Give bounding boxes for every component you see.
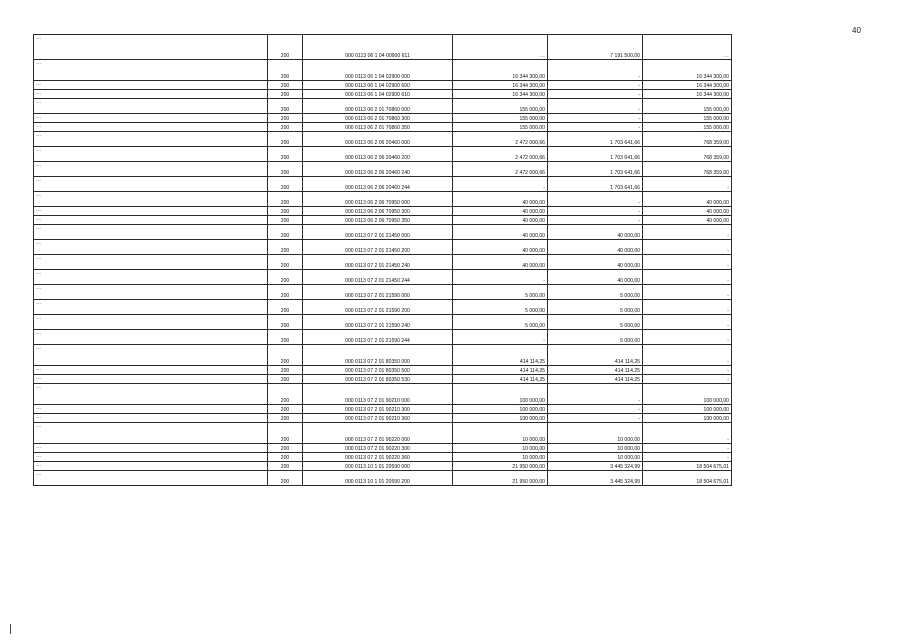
row-executed: -: [548, 81, 643, 90]
table-row: [34, 99, 732, 114]
row-unexecuted: -: [643, 423, 732, 444]
row-budget-code: 000 0113 06 2 06 70950 000: [303, 192, 453, 207]
row-budget-code: 000 0113 07 2 01 21590 240: [303, 315, 453, 330]
row-name: …: [34, 162, 268, 177]
row-executed: 3 445 324,99: [548, 471, 643, 486]
row-unexecuted: 155 000,00: [643, 123, 732, 132]
row-budget-code: 000 0113 07 2 01 80350 500: [303, 366, 453, 375]
row-name: …: [34, 270, 268, 285]
row-name: …: [34, 345, 268, 366]
row-approved: 100 000,00: [453, 384, 548, 405]
row-unexecuted: 16 344 300,00: [643, 90, 732, 99]
row-unexecuted: 768 359,00: [643, 162, 732, 177]
row-executed: 1 703 641,66: [548, 132, 643, 147]
table-body: [34, 35, 732, 486]
row-approved: 40 000,00: [453, 255, 548, 270]
row-budget-code: 000 0113 06 2 06 20460 200: [303, 147, 453, 162]
row-name: …: [34, 330, 268, 345]
row-name: …: [34, 300, 268, 315]
table-row: [34, 192, 732, 207]
row-executed: 40 000,00: [548, 270, 643, 285]
row-executed: -: [548, 192, 643, 207]
table-row: [34, 162, 732, 177]
row-executed: -: [548, 114, 643, 123]
row-unexecuted: 768 359,00: [643, 132, 732, 147]
row-unexecuted: 100 000,00: [643, 384, 732, 405]
row-line-code: 200: [268, 81, 303, 90]
row-name: …: [34, 35, 268, 60]
table-row: [34, 462, 732, 471]
table-row: [34, 414, 732, 423]
row-name: …: [34, 444, 268, 453]
row-executed: 414 114,25: [548, 345, 643, 366]
row-executed: 414 114,25: [548, 366, 643, 375]
table-row: [34, 366, 732, 375]
row-name: …: [34, 60, 268, 81]
row-unexecuted: 40 000,00: [643, 207, 732, 216]
table-row: [34, 330, 732, 345]
row-name: …: [34, 192, 268, 207]
row-executed: 10 000,00: [548, 444, 643, 453]
table-row: [34, 216, 732, 225]
row-approved: -: [453, 270, 548, 285]
row-executed: 5 000,00: [548, 315, 643, 330]
row-budget-code: 000 0113 06 1 04 00900 611: [303, 35, 453, 60]
table-row: [34, 132, 732, 147]
row-line-code: 200: [268, 315, 303, 330]
table-row: [34, 423, 732, 444]
row-line-code: 200: [268, 375, 303, 384]
row-executed: -: [548, 405, 643, 414]
row-line-code: 200: [268, 366, 303, 375]
row-budget-code: 000 0113 07 2 01 21590 200: [303, 300, 453, 315]
row-line-code: 200: [268, 240, 303, 255]
row-unexecuted: 18 504 675,01: [643, 471, 732, 486]
table-row: [34, 90, 732, 99]
page-number: 40: [852, 26, 861, 35]
row-approved: 5 000,00: [453, 300, 548, 315]
row-unexecuted: -: [643, 225, 732, 240]
row-executed: 10 000,00: [548, 423, 643, 444]
row-unexecuted: 16 344 300,00: [643, 60, 732, 81]
row-line-code: 200: [268, 384, 303, 405]
table-row: [34, 240, 732, 255]
scan-edge-mark: [10, 624, 11, 634]
row-name: …: [34, 132, 268, 147]
row-line-code: 200: [268, 414, 303, 423]
row-name: …: [34, 225, 268, 240]
row-budget-code: 000 0113 07 2 01 21450 000: [303, 225, 453, 240]
row-approved: 414 114,25: [453, 345, 548, 366]
row-executed: 1 703 641,66: [548, 177, 643, 192]
row-line-code: 200: [268, 35, 303, 60]
row-name: …: [34, 216, 268, 225]
row-unexecuted: -: [643, 345, 732, 366]
row-executed: -: [548, 414, 643, 423]
row-approved: 16 344 300,00: [453, 60, 548, 81]
table-row: [34, 345, 732, 366]
row-executed: 5 000,00: [548, 300, 643, 315]
row-unexecuted: 18 504 675,01: [643, 462, 732, 471]
row-approved: 155 000,00: [453, 99, 548, 114]
table-row: [34, 81, 732, 90]
row-unexecuted: -: [643, 453, 732, 462]
row-unexecuted: 155 000,00: [643, 114, 732, 123]
row-budget-code: 000 0113 07 2 01 21590 000: [303, 285, 453, 300]
row-line-code: 200: [268, 225, 303, 240]
row-unexecuted: 155 000,00: [643, 99, 732, 114]
table-row: [34, 177, 732, 192]
row-executed: 3 445 324,99: [548, 462, 643, 471]
row-budget-code: 000 0113 06 2 01 70860 300: [303, 114, 453, 123]
table-row: [34, 35, 732, 60]
row-line-code: 200: [268, 132, 303, 147]
row-line-code: 200: [268, 345, 303, 366]
row-budget-code: 000 0113 06 2 06 20460 240: [303, 162, 453, 177]
row-line-code: 200: [268, 444, 303, 453]
row-budget-code: 000 0113 06 1 04 02900 600: [303, 81, 453, 90]
row-name: …: [34, 423, 268, 444]
table-row: [34, 315, 732, 330]
row-executed: -: [548, 123, 643, 132]
row-unexecuted: 100 000,00: [643, 414, 732, 423]
table-row: [34, 285, 732, 300]
row-line-code: 200: [268, 147, 303, 162]
row-budget-code: 000 0113 07 2 01 90210 360: [303, 414, 453, 423]
row-line-code: 200: [268, 471, 303, 486]
table-row: [34, 375, 732, 384]
table-row: [34, 147, 732, 162]
row-approved: 155 000,00: [453, 123, 548, 132]
row-line-code: 200: [268, 114, 303, 123]
row-approved: -: [453, 330, 548, 345]
row-executed: 1 703 641,66: [548, 162, 643, 177]
row-unexecuted: -: [643, 366, 732, 375]
row-executed: 10 000,00: [548, 453, 643, 462]
row-budget-code: 000 0113 07 2 01 80350 000: [303, 345, 453, 366]
row-budget-code: 000 0113 07 2 01 21590 244: [303, 330, 453, 345]
table-row: [34, 405, 732, 414]
row-budget-code: 000 0113 06 2 06 20460 244: [303, 177, 453, 192]
row-approved: 5 000,00: [453, 315, 548, 330]
row-budget-code: 000 0113 10 1 01 20590 000: [303, 462, 453, 471]
table-row: [34, 270, 732, 285]
row-unexecuted: -: [643, 255, 732, 270]
row-budget-code: 000 0113 07 2 01 90220 000: [303, 423, 453, 444]
table-row: [34, 384, 732, 405]
row-name: …: [34, 81, 268, 90]
table-row: [34, 444, 732, 453]
row-unexecuted: 40 000,00: [643, 192, 732, 207]
row-unexecuted: -: [643, 444, 732, 453]
row-unexecuted: 768 359,00: [643, 147, 732, 162]
row-unexecuted: …: [643, 35, 732, 60]
row-line-code: 200: [268, 90, 303, 99]
row-approved: 2 472 000,66: [453, 132, 548, 147]
row-executed: -: [548, 216, 643, 225]
row-name: …: [34, 90, 268, 99]
row-name: …: [34, 99, 268, 114]
row-approved: 10 000,00: [453, 453, 548, 462]
row-line-code: 200: [268, 177, 303, 192]
row-executed: 5 000,00: [548, 285, 643, 300]
row-name: …: [34, 240, 268, 255]
row-line-code: 200: [268, 123, 303, 132]
row-approved: 40 000,00: [453, 192, 548, 207]
row-name: …: [34, 285, 268, 300]
row-approved: 10 000,00: [453, 444, 548, 453]
row-approved: 10 000,00: [453, 423, 548, 444]
row-budget-code: 000 0113 06 2 06 70950 300: [303, 207, 453, 216]
row-executed: 414 114,25: [548, 375, 643, 384]
row-unexecuted: -: [643, 315, 732, 330]
row-line-code: 200: [268, 270, 303, 285]
row-budget-code: 000 0113 06 1 04 02900 000: [303, 60, 453, 81]
row-approved: 40 000,00: [453, 207, 548, 216]
row-executed: -: [548, 60, 643, 81]
row-name: …: [34, 405, 268, 414]
row-executed: 40 000,00: [548, 255, 643, 270]
row-executed: -: [548, 99, 643, 114]
table-row: [34, 300, 732, 315]
row-line-code: 200: [268, 60, 303, 81]
row-budget-code: 000 0113 06 2 01 70860 000: [303, 99, 453, 114]
row-approved: -: [453, 177, 548, 192]
row-name: …: [34, 123, 268, 132]
row-unexecuted: -: [643, 270, 732, 285]
row-name: …: [34, 462, 268, 471]
row-budget-code: 000 0113 07 2 01 21450 200: [303, 240, 453, 255]
row-executed: 1 703 641,66: [548, 147, 643, 162]
row-executed: -: [548, 207, 643, 216]
row-approved: …: [453, 35, 548, 60]
row-executed: 5 000,00: [548, 330, 643, 345]
row-approved: 2 472 000,66: [453, 162, 548, 177]
row-line-code: 200: [268, 453, 303, 462]
row-line-code: 200: [268, 405, 303, 414]
row-budget-code: 000 0113 07 2 01 80350 530: [303, 375, 453, 384]
row-unexecuted: 100 000,00: [643, 405, 732, 414]
row-approved: 100 000,00: [453, 405, 548, 414]
row-name: …: [34, 453, 268, 462]
row-approved: 155 000,00: [453, 114, 548, 123]
row-budget-code: 000 0113 07 2 01 21450 240: [303, 255, 453, 270]
row-approved: 40 000,00: [453, 225, 548, 240]
row-name: …: [34, 384, 268, 405]
table-row: [34, 255, 732, 270]
row-name: …: [34, 414, 268, 423]
table-row: [34, 453, 732, 462]
row-approved: 2 472 000,66: [453, 147, 548, 162]
row-approved: 16 344 300,00: [453, 90, 548, 99]
row-name: …: [34, 315, 268, 330]
row-approved: 40 000,00: [453, 240, 548, 255]
budget-execution-table: [33, 34, 732, 486]
row-name: …: [34, 207, 268, 216]
row-budget-code: 000 0113 07 2 01 90210 000: [303, 384, 453, 405]
row-approved: 16 344 300,00: [453, 81, 548, 90]
row-budget-code: 000 0113 10 1 01 20590 200: [303, 471, 453, 486]
row-unexecuted: -: [643, 300, 732, 315]
row-line-code: 200: [268, 207, 303, 216]
table-row: [34, 123, 732, 132]
row-unexecuted: 40 000,00: [643, 216, 732, 225]
row-line-code: 200: [268, 330, 303, 345]
row-budget-code: 000 0113 06 2 01 70860 350: [303, 123, 453, 132]
row-name: …: [34, 255, 268, 270]
row-unexecuted: -: [643, 330, 732, 345]
row-approved: 414 114,25: [453, 375, 548, 384]
row-name: …: [34, 114, 268, 123]
row-unexecuted: 16 344 300,00: [643, 81, 732, 90]
row-line-code: 200: [268, 300, 303, 315]
row-executed: -: [548, 384, 643, 405]
row-name: …: [34, 177, 268, 192]
row-unexecuted: -: [643, 240, 732, 255]
row-line-code: 200: [268, 192, 303, 207]
row-name: …: [34, 366, 268, 375]
row-budget-code: 000 0113 07 2 01 90220 360: [303, 453, 453, 462]
row-approved: 5 000,00: [453, 285, 548, 300]
row-line-code: 200: [268, 285, 303, 300]
row-approved: 21 950 000,00: [453, 462, 548, 471]
row-line-code: 200: [268, 255, 303, 270]
table-row: [34, 60, 732, 81]
row-line-code: 200: [268, 423, 303, 444]
row-budget-code: 000 0113 06 1 04 02900 610: [303, 90, 453, 99]
row-executed: -: [548, 90, 643, 99]
row-name: …: [34, 147, 268, 162]
row-executed: 40 000,00: [548, 225, 643, 240]
row-approved: 414 114,25: [453, 366, 548, 375]
row-unexecuted: -: [643, 375, 732, 384]
row-line-code: 200: [268, 99, 303, 114]
row-approved: 40 000,00: [453, 216, 548, 225]
table-row: [34, 114, 732, 123]
row-approved: 100 000,00: [453, 414, 548, 423]
row-unexecuted: -: [643, 177, 732, 192]
row-line-code: 200: [268, 216, 303, 225]
row-budget-code: 000 0113 07 2 01 90210 300: [303, 405, 453, 414]
table-row: [34, 207, 732, 216]
row-name: …: [34, 471, 268, 486]
row-unexecuted: -: [643, 285, 732, 300]
row-budget-code: 000 0113 07 2 01 21450 244: [303, 270, 453, 285]
row-approved: 21 950 000,00: [453, 471, 548, 486]
table-row: [34, 471, 732, 486]
row-budget-code: 000 0113 06 2 06 20460 000: [303, 132, 453, 147]
row-budget-code: 000 0113 07 2 01 90220 300: [303, 444, 453, 453]
row-budget-code: 000 0113 06 2 06 70950 350: [303, 216, 453, 225]
table-row: [34, 225, 732, 240]
row-executed: 40 000,00: [548, 240, 643, 255]
row-line-code: 200: [268, 462, 303, 471]
row-line-code: 200: [268, 162, 303, 177]
row-executed: 7 191 500,00: [548, 35, 643, 60]
row-name: …: [34, 375, 268, 384]
